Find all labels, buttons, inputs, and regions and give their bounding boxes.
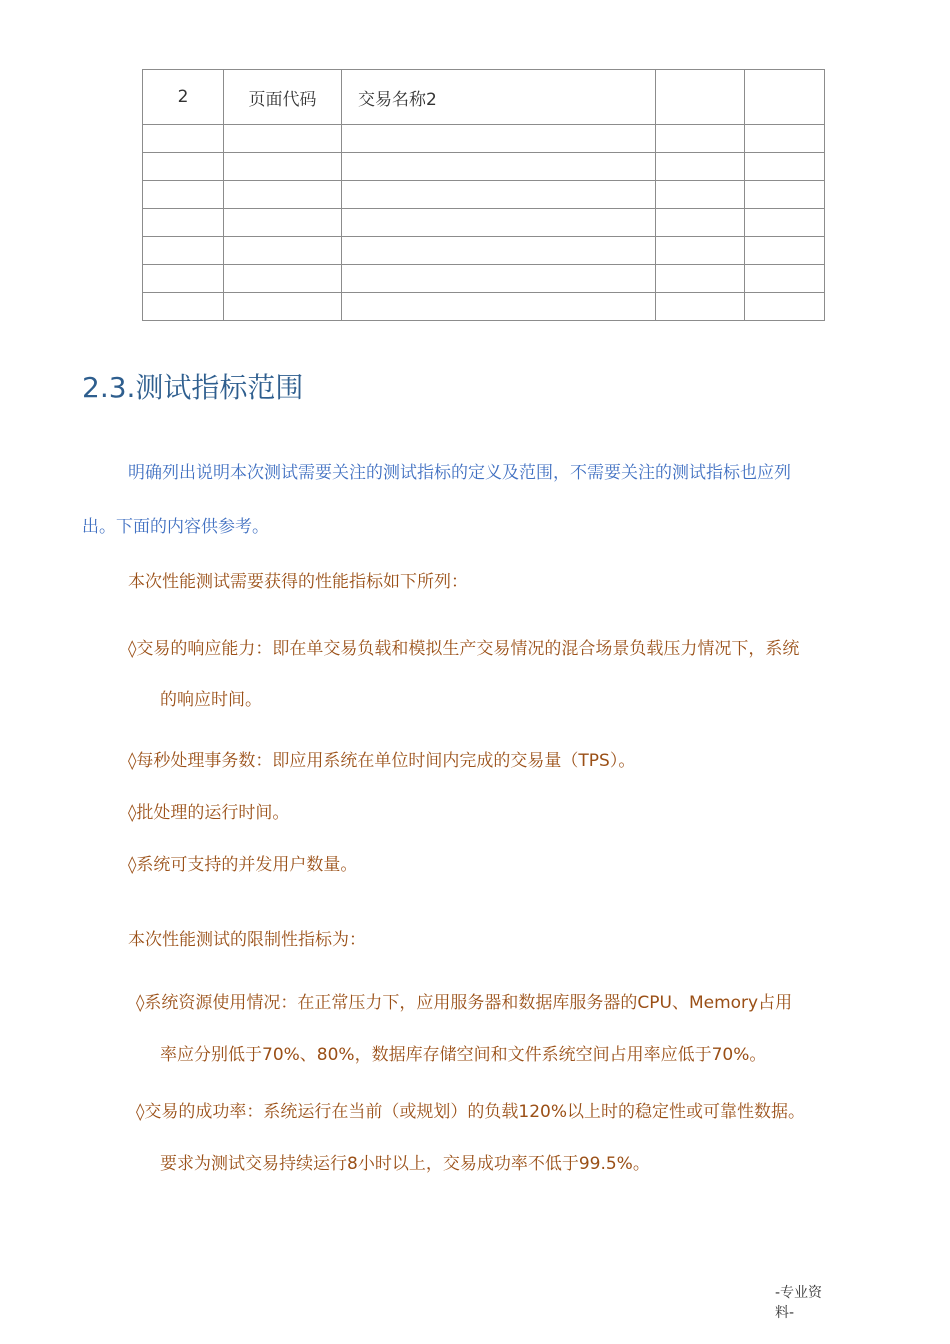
table-cell-empty — [342, 125, 656, 153]
table-row — [143, 181, 825, 209]
table-cell-empty — [342, 153, 656, 181]
table-cell-empty — [143, 181, 224, 209]
table-cell-empty — [224, 237, 342, 265]
limit-item-1-line-1: ◊系统资源使用情况：在正常压力下，应用服务器和数据库服务器的CPU、Memory占用 — [136, 993, 793, 1013]
table-row — [143, 153, 825, 181]
table-cell-empty — [745, 293, 825, 321]
perf-item-2: ◊每秒处理事务数：即应用系统在单位时间内完成的交易量（TPS）。 — [128, 751, 636, 771]
table-cell-empty — [224, 209, 342, 237]
table-cell-empty — [224, 181, 342, 209]
table-cell-empty — [143, 209, 224, 237]
limit-item-2-line-1: ◊交易的成功率：系统运行在当前（或规划）的负载120%以上时的稳定性或可靠性数据。 — [136, 1102, 805, 1122]
table-cell-empty — [143, 237, 224, 265]
table-cell-empty — [342, 293, 656, 321]
table-cell-empty — [224, 293, 342, 321]
table-cell-empty — [745, 70, 825, 125]
footer-line-2: 料- — [775, 1305, 795, 1321]
table-cell-empty — [342, 209, 656, 237]
table-cell-empty — [342, 265, 656, 293]
section-heading: 2.3.测试指标范围 — [82, 371, 304, 404]
table-row — [143, 209, 825, 237]
table-row — [143, 237, 825, 265]
table-cell-empty — [224, 153, 342, 181]
perf-intro: 本次性能测试需要获得的性能指标如下所列： — [128, 572, 468, 592]
table-cell-page-code: 页面代码 — [224, 70, 342, 125]
perf-item-1-line-1: ◊交易的响应能力：即在单交易负载和模拟生产交易情况的混合场景负载压力情况下，系统 — [128, 639, 800, 659]
table-cell-trans-name: 交易名称2 — [342, 70, 656, 125]
table-row — [143, 293, 825, 321]
transaction-table — [142, 69, 825, 321]
table-cell-empty — [656, 125, 745, 153]
table-cell-empty — [143, 125, 224, 153]
perf-item-4: ◊系统可支持的并发用户数量。 — [128, 855, 358, 875]
table-cell-empty — [656, 181, 745, 209]
table-cell-empty — [745, 153, 825, 181]
intro-paragraph — [82, 446, 882, 554]
table-cell-empty — [656, 265, 745, 293]
table-cell-empty — [745, 125, 825, 153]
limit-item-2-line-2: 要求为测试交易持续运行8小时以上，交易成功率不低于99.5%。 — [160, 1154, 650, 1174]
table-cell-empty — [656, 209, 745, 237]
table-cell-empty — [745, 237, 825, 265]
table-cell-empty — [224, 125, 342, 153]
table-row — [143, 265, 825, 293]
table-cell-empty — [656, 237, 745, 265]
table-cell-empty — [656, 293, 745, 321]
table-cell-empty — [656, 153, 745, 181]
limit-intro: 本次性能测试的限制性指标为： — [128, 930, 366, 950]
table-cell-empty — [342, 237, 656, 265]
intro-line-1: 明确列出说明本次测试需要关注的测试指标的定义及范围，不需要关注的测试指标也应列 — [128, 463, 791, 483]
table-cell-empty — [143, 293, 224, 321]
table-cell-empty — [745, 181, 825, 209]
perf-item-3: ◊批处理的运行时间。 — [128, 803, 290, 823]
perf-item-1-line-2: 的响应时间。 — [160, 690, 262, 710]
table-cell-no: 2 — [143, 70, 224, 125]
footer-line-1: -专业资 — [775, 1285, 823, 1301]
table-cell-empty — [342, 181, 656, 209]
table-cell-empty — [143, 153, 224, 181]
table-cell-empty — [143, 265, 224, 293]
table-row — [143, 125, 825, 153]
table-cell-empty — [745, 265, 825, 293]
table-cell-empty — [656, 70, 745, 125]
intro-line-2: 出。下面的内容供参考。 — [82, 517, 269, 537]
page-footer — [775, 1283, 822, 1323]
table-cell-empty — [745, 209, 825, 237]
table-row — [143, 70, 825, 125]
limit-item-1-line-2: 率应分别低于70%、80%，数据库存储空间和文件系统空间占用率应低于70%。 — [160, 1045, 767, 1065]
table-cell-empty — [224, 265, 342, 293]
